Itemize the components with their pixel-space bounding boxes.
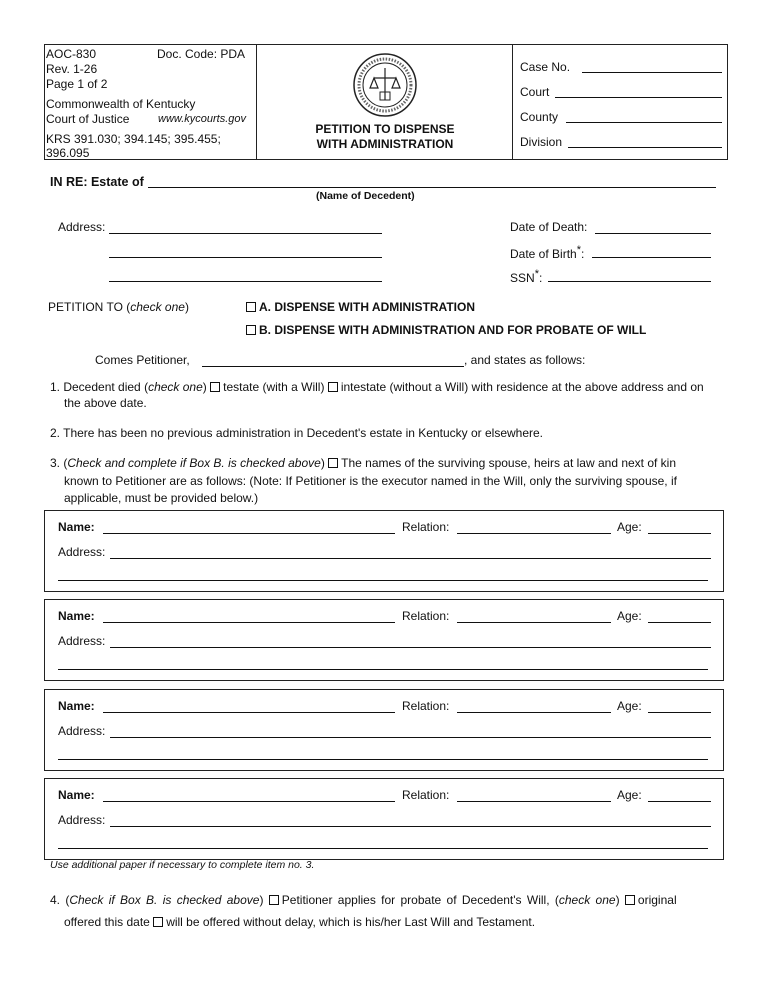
doc-code: Doc. Code: PDA [157,47,246,61]
option-a[interactable]: A. DISPENSE WITH ADMINISTRATION [246,300,475,314]
additional-paper-note: Use additional paper if necessary to complete item no. 3. [50,859,315,871]
heir-1-address-field[interactable] [110,558,711,559]
heir-4-age-field[interactable] [648,801,711,802]
address-label: Address: [58,220,106,234]
heir-2-address-field[interactable] [110,647,711,648]
option-b[interactable]: B. DISPENSE WITH ADMINISTRATION AND FOR PROBATE OF WILL [246,323,646,337]
heir-1-address-field-2[interactable] [58,580,708,581]
heir-1-relation-label: Relation: [402,520,450,534]
case-no-label: Case No. [520,60,571,74]
heir-1-age-field[interactable] [648,533,711,534]
form-id: AOC-830 [46,47,97,61]
intestate-checkbox[interactable] [328,382,338,392]
heir-3-age-label: Age: [617,699,642,713]
item-2: 2. There has been no previous administration in Decedent's estate in Kentucky or elsewhere. [50,426,544,440]
ssn-label: SSN*: [510,268,543,285]
petition-to-label: PETITION TO (check one) [48,300,189,314]
heir-2-age-field[interactable] [648,622,711,623]
comes-petitioner-label: Comes Petitioner, [95,353,190,367]
heir-4-name-label: Name: [58,788,95,802]
website-link[interactable]: www.kycourts.gov [158,113,247,125]
heir-4-address-field-2[interactable] [58,848,708,849]
heir-1-relation-field[interactable] [457,533,611,534]
heir-3-relation-label: Relation: [402,699,450,713]
case-no-field[interactable] [582,72,722,73]
court-of-justice-label: Court of Justice [46,112,130,126]
item-3: 3. (Check and complete if Box B. is checked above) The names of the surviving spouse, heirs at law and next of kin [50,456,677,470]
heir-3-name-field[interactable] [103,712,395,713]
court-field[interactable] [555,97,722,98]
original-checkbox[interactable] [625,895,635,905]
header-divider-right [512,44,513,159]
item-4-checkbox[interactable] [269,895,279,905]
heir-3-address-label: Address: [58,724,106,738]
heir-3-address-field[interactable] [110,737,711,738]
heir-3-age-field[interactable] [648,712,711,713]
header-divider-left [256,44,257,159]
heir-4-address-field[interactable] [110,826,711,827]
address-line-2[interactable] [109,257,382,258]
heir-1-address-label: Address: [58,545,106,559]
heir-3-relation-field[interactable] [457,712,611,713]
heir-2-address-field-2[interactable] [58,669,708,670]
option-b-checkbox[interactable] [246,325,256,335]
date-of-birth-label: Date of Birth*: [510,244,585,261]
address-line-3[interactable] [109,281,382,282]
heir-1-name-field[interactable] [103,533,395,534]
item-3-checkbox[interactable] [328,458,338,468]
heir-3-name-label: Name: [58,699,95,713]
heir-4-relation-label: Relation: [402,788,450,802]
states-as-follows-label: , and states as follows: [464,353,586,367]
will-offered-checkbox[interactable] [153,917,163,927]
item-1-cont: the above date. [64,396,147,410]
commonwealth-label: Commonwealth of Kentucky [46,97,196,111]
date-of-death-field[interactable] [595,233,711,234]
option-a-checkbox[interactable] [246,302,256,312]
address-line-1[interactable] [109,233,382,234]
heir-2-name-field[interactable] [103,622,395,623]
heir-1-age-label: Age: [617,520,642,534]
division-field[interactable] [568,147,722,148]
heir-2-age-label: Age: [617,609,642,623]
county-label: County [520,110,559,124]
court-seal-icon [352,52,418,121]
heir-2-name-label: Name: [58,609,95,623]
krs-citation: KRS 391.030; 394.145; 395.455; [46,132,221,146]
item-1: 1. Decedent died (check one) testate (with a Will) intestate (without a Will) with residence at the above address and on [50,380,704,394]
revision: Rev. 1-26 [46,62,98,76]
heir-2-relation-field[interactable] [457,622,611,623]
decedent-name-caption: (Name of Decedent) [316,190,415,202]
form-title-line2: WITH ADMINISTRATION [316,137,454,151]
heir-4-age-label: Age: [617,788,642,802]
county-field[interactable] [566,122,722,123]
item-4-line2: offered this date will be offered without delay, which is his/her Last Will and Testament. [64,915,536,929]
decedent-name-field[interactable] [148,187,716,188]
in-re-label: IN RE: Estate of [50,175,144,189]
division-label: Division [520,135,563,149]
item-4: 4. (Check if Box B. is checked above) Petitioner applies for probate of Decedent's Will, (check one) original [50,893,677,907]
heir-2-address-label: Address: [58,634,106,648]
item-3-line2: known to Petitioner are as follows: (Note: If Petitioner is the executor named in the Will, only the surviving spouse, if [64,474,677,488]
page-number: Page 1 of 2 [46,77,108,91]
item-3-line3: applicable, must be provided below.) [64,491,259,505]
heir-4-name-field[interactable] [103,801,395,802]
heir-4-address-label: Address: [58,813,106,827]
ssn-field[interactable] [548,281,711,282]
heir-3-address-field-2[interactable] [58,759,708,760]
form-title-line1: PETITION TO DISPENSE [315,122,455,136]
court-label: Court [520,85,550,99]
krs-citation-cont: 396.095 [46,146,90,160]
heir-2-relation-label: Relation: [402,609,450,623]
heir-1-name-label: Name: [58,520,95,534]
petitioner-name-field[interactable] [202,366,464,367]
date-of-death-label: Date of Death: [510,220,588,234]
heir-4-relation-field[interactable] [457,801,611,802]
testate-checkbox[interactable] [210,382,220,392]
date-of-birth-field[interactable] [592,257,711,258]
